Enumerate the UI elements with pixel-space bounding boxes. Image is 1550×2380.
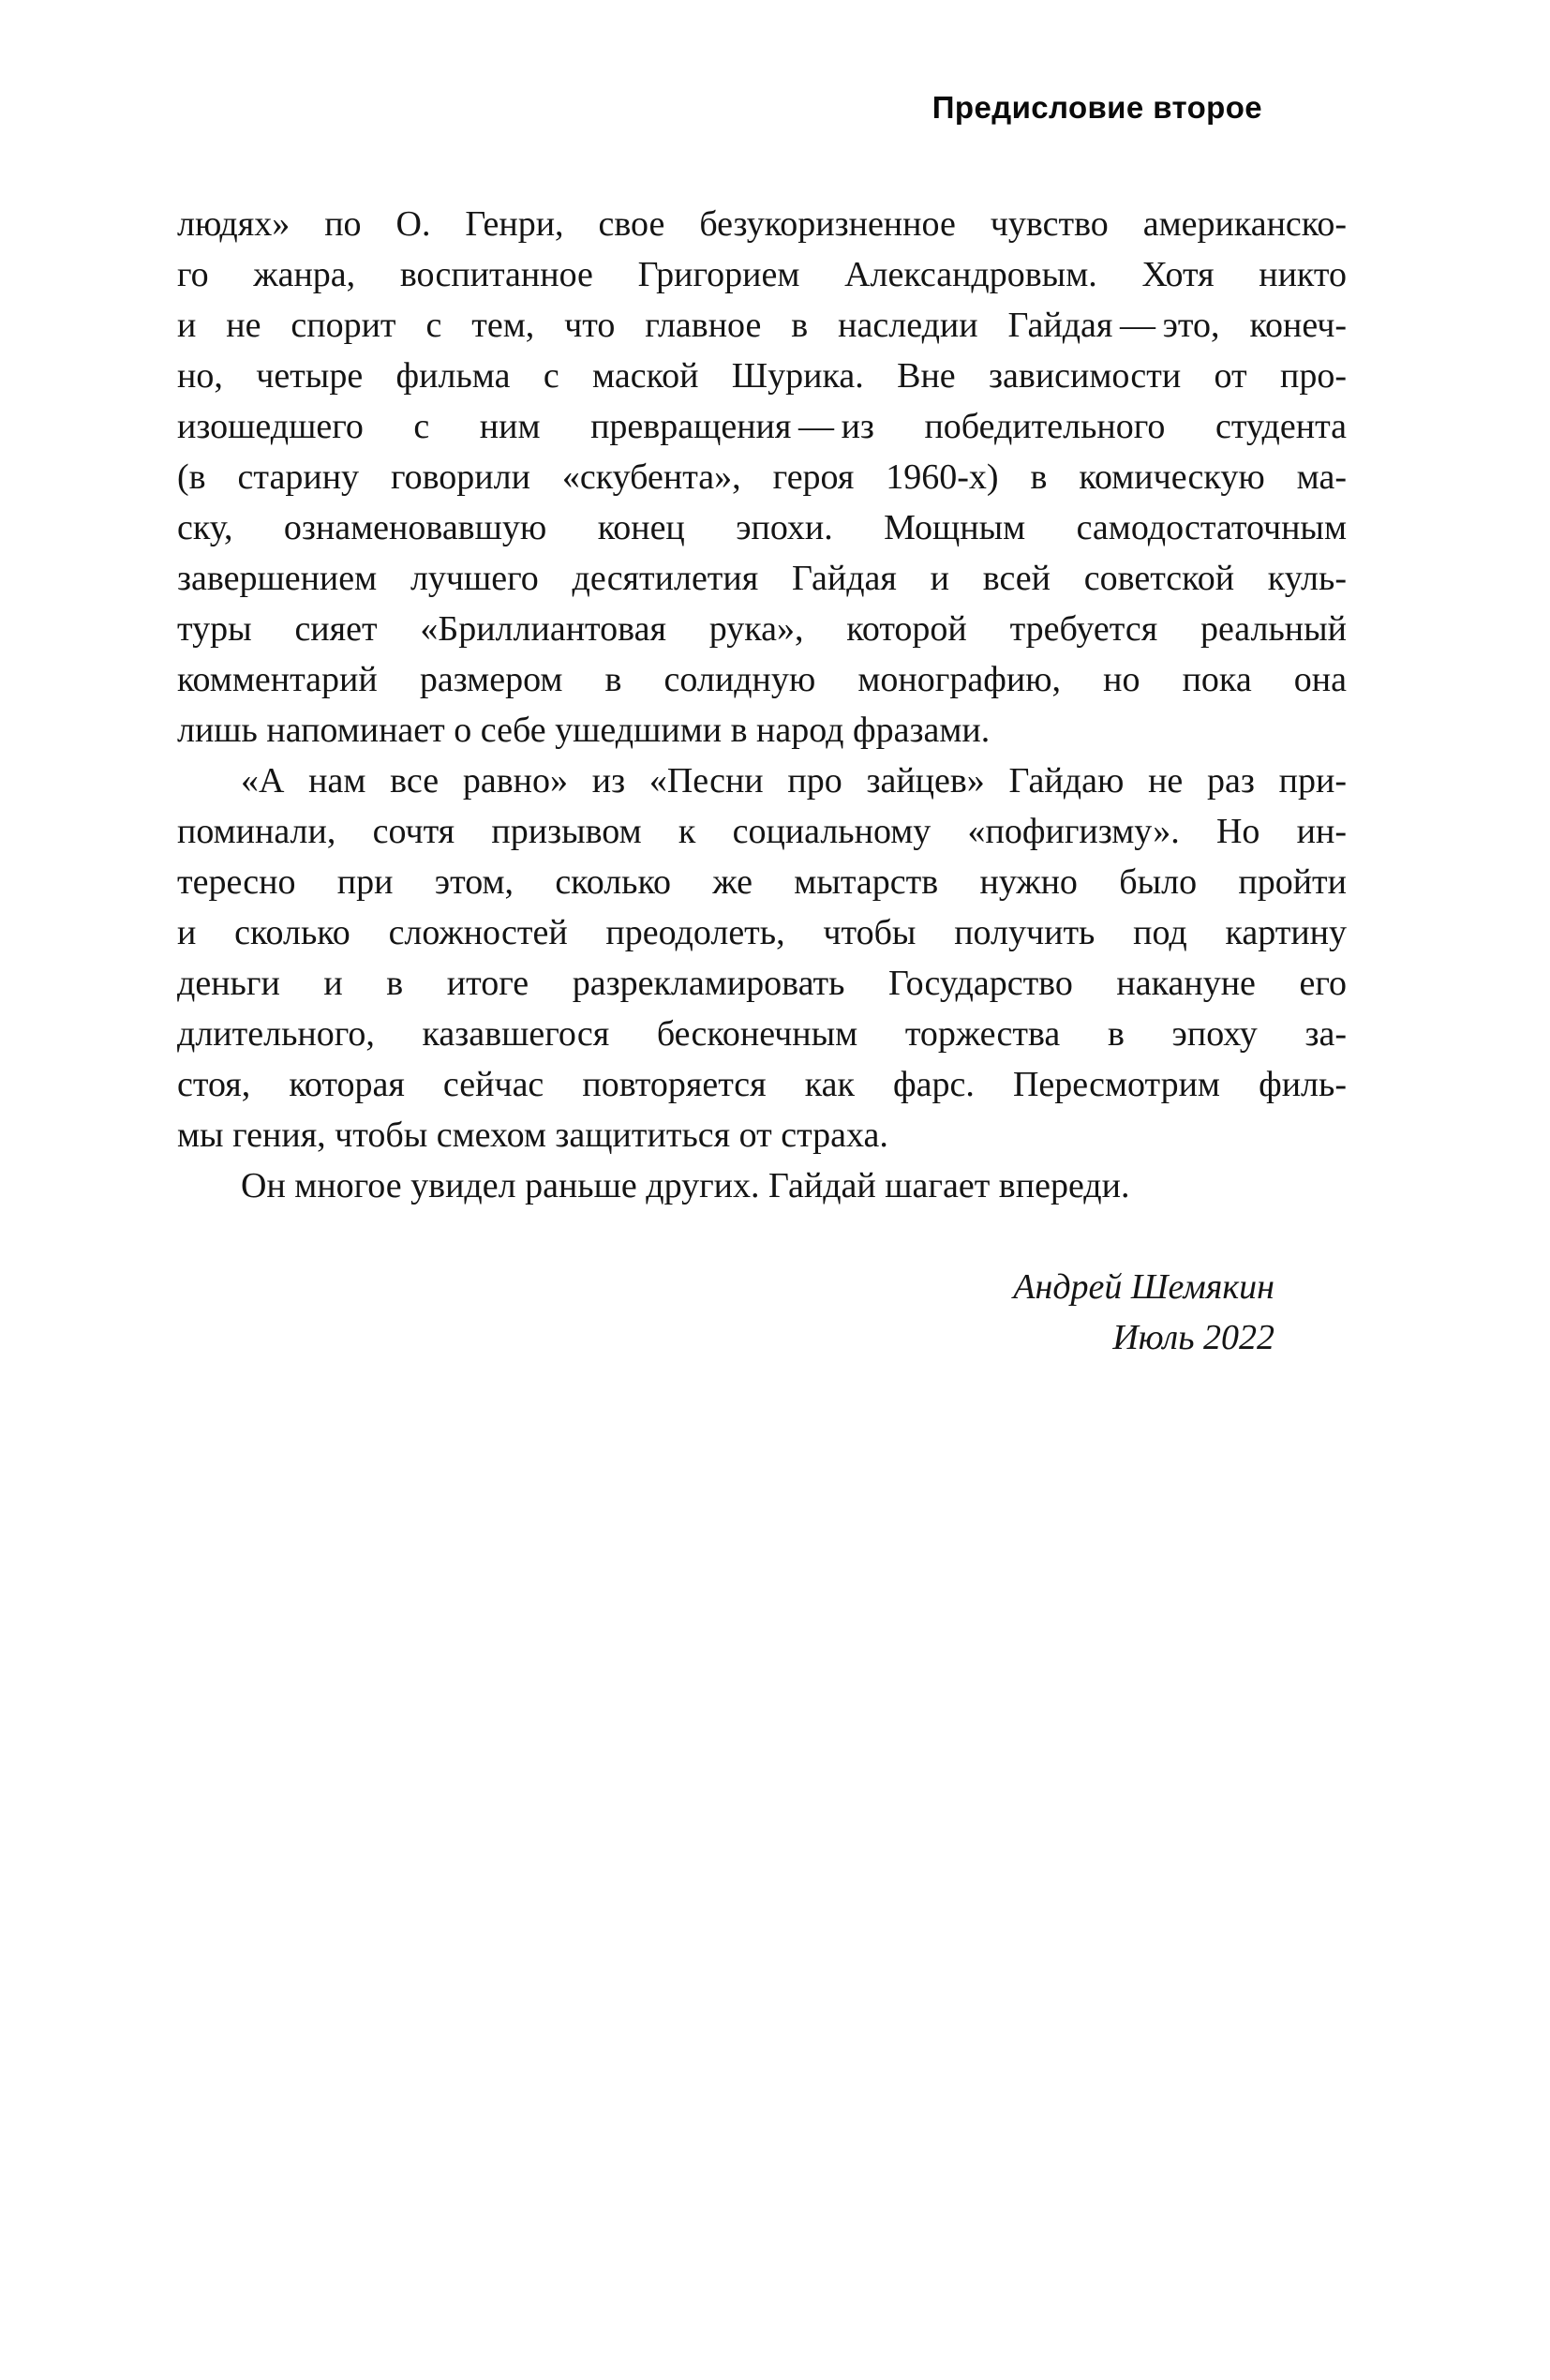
text-line: длительного, казавшегося бесконечным торжества в эпоху за- [177, 1014, 1347, 1054]
body-text [177, 199, 1347, 1363]
text-line: поминали, сочтя призывом к социальному «пофигизму». Но ин- [177, 812, 1347, 851]
text-line: го жанра, воспитанное Григорием Александровым. Хотя никто [177, 255, 1347, 294]
signature-author: Андрей Шемякин [1013, 1267, 1274, 1307]
text-line: и сколько сложностей преодолеть, чтобы получить под картину [177, 913, 1347, 952]
text-line: изошедшего с ним превращения — из победительного студента [177, 407, 1347, 446]
paragraph [177, 756, 1347, 1160]
text-line: стоя, которая сейчас повторяется как фарс. Пересмотрим филь- [177, 1065, 1347, 1104]
text-line: ску, ознаменовавшую конец эпохи. Мощным самодостаточным [177, 508, 1347, 547]
text-line: лишь напоминает о себе ушедшими в народ фразами. [177, 711, 991, 750]
text-line: туры сияет «Бриллиантовая рука», которой требуется реальный [177, 609, 1347, 649]
text-line: (в старину говорили «скубента», героя 1960-х) в комическую ма- [177, 457, 1347, 497]
text-line: мы гения, чтобы смехом защититься от страха. [177, 1115, 888, 1155]
text-line: деньги и в итоге разрекламировать Государство накануне его [177, 964, 1347, 1003]
text-line: «А нам все равно» из «Песни про зайцев» Гайдаю не раз при- [241, 761, 1347, 801]
paragraphs [177, 199, 1347, 1211]
signature-date: Июль 2022 [1112, 1318, 1274, 1357]
paragraph [177, 199, 1347, 756]
paragraph [177, 1160, 1347, 1211]
text-line: завершением лучшего десятилетия Гайдая и всей советской куль- [177, 559, 1347, 598]
signature-block [177, 1262, 1347, 1363]
text-line: комментарий размером в солидную монографию, но пока она [177, 660, 1347, 699]
text-line: тересно при этом, сколько же мытарств нужно было пройти [177, 862, 1347, 902]
text-line: людях» по О. Генри, свое безукоризненное чувство американско- [177, 204, 1347, 244]
text-line: и не спорит с тем, что главное в наследии Гайдая — это, конеч- [177, 306, 1347, 345]
running-head: Предисловие второе [931, 90, 1262, 125]
text-line: Он многое увидел раньше других. Гайдай шагает впереди. [241, 1166, 1130, 1205]
text-line: но, четыре фильма с маской Шурика. Вне зависимости от про- [177, 356, 1347, 396]
